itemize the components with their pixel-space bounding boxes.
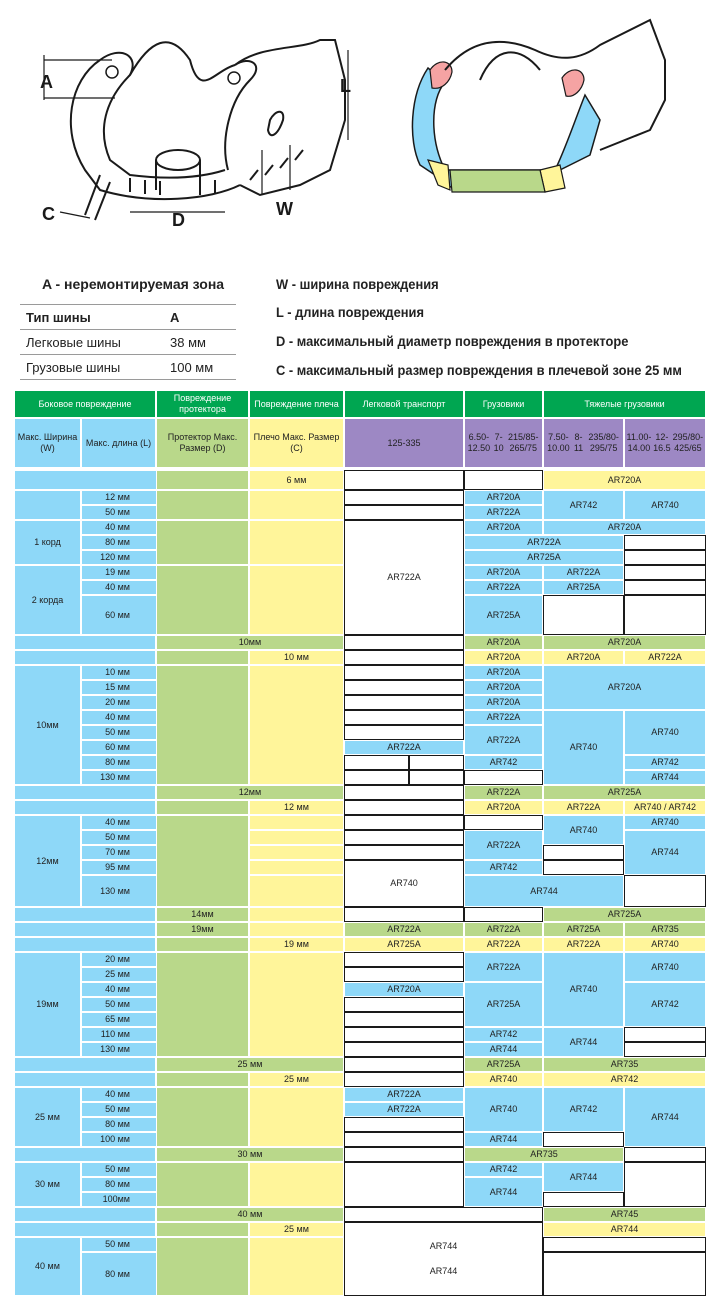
chart-cell: 25 мм [249, 1072, 344, 1087]
chart-cell-empty [344, 755, 409, 770]
chart-cell-empty [624, 1027, 706, 1042]
chart-cell: AR722A [464, 725, 543, 755]
chart-cell: AR722A [344, 520, 464, 635]
chart-cell: AR744 [624, 1087, 706, 1147]
chart-cell-empty [543, 1237, 706, 1252]
chart-cell: 50 мм [81, 1162, 157, 1177]
table-row [20, 355, 236, 380]
chart-cell: AR742 [464, 1162, 543, 1177]
bead-left-icon [106, 66, 240, 84]
header-heavy2-size: 11.00-14.00 12-16.5 295/80-425/65 [624, 418, 706, 468]
chart-cell: AR740 [624, 952, 706, 982]
chart-cell-empty [249, 1162, 344, 1207]
chart-cell-empty [344, 725, 464, 740]
chart-cell: AR740 [464, 1087, 543, 1132]
chart-cell: AR720A [464, 490, 543, 505]
chart-cell: AR725A [464, 982, 543, 1027]
chart-cell: AR744 [624, 770, 706, 785]
chart-cell: 19 мм [249, 937, 344, 952]
chart-cell: AR722A [464, 505, 543, 520]
header-shoulder-max: Плечо Макс. Размер (С) [249, 418, 344, 468]
chart-cell-empty [156, 665, 249, 785]
chart-cell: AR740 [624, 710, 706, 755]
chart-cell-empty [156, 1222, 249, 1237]
chart-cell-empty [14, 922, 156, 937]
chart-cell: 80 мм [81, 1252, 157, 1296]
chart-cell: AR740 [543, 710, 624, 785]
chart-cell-empty [543, 1192, 624, 1207]
chart-cell: AR744 [464, 1177, 543, 1207]
header-tire-type: Тип шины [20, 305, 164, 330]
chart-cell-empty [14, 1222, 156, 1237]
chart-cell: AR722A [464, 785, 543, 800]
chart-cell-empty [14, 1147, 156, 1162]
chart-cell-empty [344, 680, 464, 695]
chart-cell-empty [344, 1057, 464, 1072]
chart-cell: 40 мм [81, 710, 157, 725]
chart-cell-empty [464, 815, 543, 830]
header-heavy-trucks: Тяжелые грузовики [543, 390, 706, 418]
chart-cell-empty [543, 1252, 706, 1296]
chart-cell: AR735 [464, 1147, 624, 1162]
chart-cell: 50 мм [81, 505, 157, 520]
chart-cell: 12мм [14, 815, 81, 907]
chart-cell: 10мм [156, 635, 344, 650]
chart-cell-empty [156, 470, 249, 490]
chart-cell: 80 мм [81, 1177, 157, 1192]
chart-cell: 60 мм [81, 595, 157, 635]
chart-cell-empty [344, 1207, 543, 1222]
chart-cell: 50 мм [81, 830, 157, 845]
chart-cell-empty [14, 470, 158, 490]
chart-cell-empty [344, 830, 464, 845]
chart-cell: 50 мм [81, 1102, 157, 1117]
colored-tire-zones [412, 20, 665, 192]
header-shoulder-damage: Повреждение плеча [249, 390, 344, 418]
chart-cell-empty [156, 815, 249, 907]
chart-cell-empty [624, 535, 706, 550]
chart-cell: AR720A [543, 470, 706, 490]
chart-cell: AR720A [464, 665, 543, 680]
chart-cell-empty [249, 830, 344, 845]
chart-cell-empty [543, 595, 624, 635]
chart-cell-empty [344, 710, 464, 725]
chart-cell-empty [344, 785, 464, 800]
chart-cell-empty [14, 490, 81, 520]
tire-type-passenger: Легковые шины [20, 330, 164, 355]
chart-cell-empty [249, 520, 344, 565]
chart-cell: 50 мм [81, 997, 157, 1012]
chart-cell-empty [156, 937, 249, 952]
chart-cell: AR742 [464, 860, 543, 875]
chart-cell-empty [249, 845, 344, 860]
chart-cell: AR740 [464, 1072, 543, 1087]
chart-cell: AR744 [543, 1027, 624, 1057]
table-row [20, 330, 236, 355]
chart-cell: 15 мм [81, 680, 157, 695]
chart-cell: 19мм [14, 952, 81, 1057]
label-c: C [42, 204, 55, 224]
chart-cell: 40 мм [81, 580, 157, 595]
chart-cell-empty [249, 1087, 344, 1147]
chart-cell-empty [14, 1207, 156, 1222]
chart-cell: AR720A [464, 635, 543, 650]
legend-a: A - неремонтируемая зона [42, 276, 225, 292]
chart-cell-empty [344, 505, 464, 520]
legend-w: W - ширина повреждения [276, 276, 439, 292]
chart-cell-empty [543, 845, 624, 860]
chart-cell: 25 мм [249, 1222, 344, 1237]
chart-cell: AR725A [464, 1057, 543, 1072]
header-tread-max: Протектор Макс. Размер (D) [156, 418, 249, 468]
chart-cell: 40 мм [81, 982, 157, 997]
chart-cell-empty [156, 520, 249, 565]
chart-cell: AR744 [464, 875, 624, 907]
chart-cell: 30 мм [156, 1147, 344, 1162]
chart-cell-empty [344, 650, 464, 665]
chart-cell-empty [344, 490, 464, 505]
chart-cell: 50 мм [81, 725, 157, 740]
chart-cell-empty [344, 1147, 464, 1162]
chart-cell: AR742 [624, 982, 706, 1027]
chart-cell: AR722A [464, 710, 543, 725]
chart-cell-empty [464, 770, 543, 785]
chart-cell: AR725A [543, 580, 624, 595]
chart-cell-empty [249, 952, 344, 1057]
chart-cell-empty [14, 907, 156, 922]
chart-cell: AR720A [464, 695, 543, 710]
chart-cell: AR745 [543, 1207, 706, 1222]
chart-cell-empty [156, 1072, 249, 1087]
chart-cell: AR740 [543, 815, 624, 845]
chart-cell: AR722A [464, 830, 543, 860]
chart-cell: AR742 [624, 755, 706, 770]
chart-cell: 2 корда [14, 565, 81, 635]
chart-cell-empty [344, 800, 464, 815]
label-l: L [340, 76, 351, 96]
chart-cell: AR722A [344, 1087, 464, 1102]
chart-cell: 19мм [156, 922, 249, 937]
chart-cell: 100 мм [81, 1132, 157, 1147]
chart-cell: 100мм [81, 1192, 157, 1207]
tire-value: 100 мм [164, 355, 236, 380]
chart-cell-empty [156, 490, 249, 520]
header-trucks: Грузовики [464, 390, 543, 418]
chart-cell: AR725A [344, 937, 464, 952]
chart-cell: AR744 [624, 830, 706, 875]
chart-cell: AR744 [543, 1162, 624, 1192]
chart-cell: 12 мм [249, 800, 344, 815]
chart-cell: 25 мм [14, 1087, 81, 1147]
chart-cell-empty [344, 1117, 464, 1132]
header-side-damage: Боковое повреждение [14, 390, 156, 418]
chart-cell: AR725A [464, 595, 543, 635]
chart-cell-empty [464, 470, 543, 490]
chart-cell-empty [409, 755, 464, 770]
chart-cell-empty [249, 1237, 344, 1296]
header-heavy1-size: 7.50-10.00 8-11 235/80-295/75 [543, 418, 624, 468]
legend-c: C - максимальный размер повреждения в плечевой зоне 25 мм [276, 362, 682, 378]
header-passenger: Легковой транспорт [344, 390, 464, 418]
chart-cell-empty [156, 952, 249, 1057]
chart-cell-empty [14, 650, 156, 665]
chart-cell: 80 мм [81, 1117, 157, 1132]
chart-cell: 80 мм [81, 755, 157, 770]
chart-cell: AR744 [464, 1042, 543, 1057]
tire-damage-diagram [0, 0, 722, 250]
chart-cell: 12 мм [81, 490, 157, 505]
chart-cell-empty [249, 875, 344, 907]
chart-cell-empty [156, 1237, 249, 1296]
chart-cell-empty [14, 635, 156, 650]
chart-cell-empty [249, 907, 344, 922]
chart-cell-empty [344, 1027, 464, 1042]
chart-cell: AR722A [543, 800, 624, 815]
chart-cell: AR722A [464, 922, 543, 937]
chart-cell: 130 мм [81, 875, 157, 907]
chart-cell: 25 мм [156, 1057, 344, 1072]
chart-cell-empty [344, 1012, 464, 1027]
chart-cell: AR720A [543, 665, 706, 710]
header-trucks-size: 6.50-12.50 7-10 215/85-265/75 [464, 418, 543, 468]
chart-cell: AR742 [543, 1087, 624, 1132]
chart-cell: AR742 [464, 1027, 543, 1042]
chart-cell: AR720A [464, 680, 543, 695]
chart-cell-empty [543, 860, 624, 875]
chart-cell: AR725A [543, 922, 624, 937]
chart-cell: AR722A [624, 650, 706, 665]
chart-cell: AR722A [543, 937, 624, 952]
chart-cell-empty [624, 550, 706, 565]
chart-cell: 10 мм [249, 650, 344, 665]
chart-cell-empty [624, 1147, 706, 1162]
chart-cell-empty [624, 1042, 706, 1057]
chart-cell-empty [344, 967, 464, 982]
chart-cell-empty [344, 665, 464, 680]
chart-cell: 40 мм [81, 815, 157, 830]
chart-cell-empty [344, 470, 464, 490]
chart-cell: 50 мм [81, 1237, 157, 1252]
chart-cell: 130 мм [81, 1042, 157, 1057]
chart-cell: AR720A [464, 565, 543, 580]
chart-cell: AR740 / AR742 [624, 800, 706, 815]
chart-cell: 130 мм [81, 770, 157, 785]
chart-cell-empty [543, 1132, 624, 1147]
chart-cell: 65 мм [81, 1012, 157, 1027]
chart-cell-empty [14, 800, 156, 815]
chart-cell-empty [249, 815, 344, 830]
chart-cell: AR722A [464, 937, 543, 952]
chart-cell: 80 мм [81, 535, 157, 550]
table-row [20, 305, 236, 330]
chart-cell-empty [249, 565, 344, 635]
chart-cell-empty [409, 770, 464, 785]
chart-cell: AR744 [543, 1222, 706, 1237]
chart-cell: 40 мм [81, 520, 157, 535]
chart-cell-empty [624, 565, 706, 580]
chart-cell: AR725A [464, 550, 624, 565]
chart-cell: 95 мм [81, 860, 157, 875]
chart-cell: AR735 [624, 922, 706, 937]
chart-cell: 40 мм [81, 1087, 157, 1102]
chart-cell-empty [156, 565, 249, 635]
chart-cell: 10мм [14, 665, 81, 785]
chart-cell: AR725A [543, 785, 706, 800]
header-a: A [164, 305, 236, 330]
chart-cell: AR722A [464, 580, 543, 595]
chart-cell: AR720A [464, 520, 543, 535]
chart-cell-empty [14, 937, 156, 952]
chart-cell: AR740 [624, 490, 706, 520]
chart-cell-empty [249, 490, 344, 520]
chart-cell: AR722A [464, 535, 624, 550]
tire-value: 38 мм [164, 330, 236, 355]
chart-cell: AR720A [464, 650, 543, 665]
chart-cell: 1 корд [14, 520, 81, 565]
chart-cell: 20 мм [81, 952, 157, 967]
tire-type-truck: Грузовые шины [20, 355, 164, 380]
chart-cell: AR720A [344, 982, 464, 997]
chart-cell-empty [156, 1162, 249, 1207]
header-max-length: Макс. длина (L) [81, 418, 156, 468]
label-a: A [40, 72, 53, 92]
chart-cell: 40 мм [156, 1207, 344, 1222]
chart-cell: AR720A [543, 650, 624, 665]
chart-cell-empty [14, 1057, 156, 1072]
chart-cell: 120 мм [81, 550, 157, 565]
chart-cell-empty [249, 860, 344, 875]
chart-cell-empty [249, 922, 344, 937]
chart-cell: AR722A [464, 952, 543, 982]
chart-cell: AR720A [464, 800, 543, 815]
chart-cell: AR740 [543, 952, 624, 1027]
chart-cell: AR742 [543, 1072, 706, 1087]
label-d: D [172, 210, 185, 230]
chart-cell-empty [344, 1042, 464, 1057]
chart-cell: AR735 [543, 1057, 706, 1072]
chart-cell: AR740 [344, 860, 464, 907]
chart-cell-empty [14, 1072, 156, 1087]
chart-cell-empty [344, 845, 464, 860]
chart-cell: AR744 AR744 [344, 1222, 543, 1296]
legend-l: L - длина повреждения [276, 304, 424, 320]
chart-cell: AR722A [543, 565, 624, 580]
chart-cell: 60 мм [81, 740, 157, 755]
chart-cell-empty [249, 665, 344, 785]
header-passenger-size: 125-335 [344, 418, 464, 468]
chart-cell-empty [344, 815, 464, 830]
chart-cell: 14мм [156, 907, 249, 922]
chart-cell: 6 мм [249, 470, 344, 490]
chart-cell-empty [624, 595, 706, 635]
chart-cell-empty [624, 580, 706, 595]
chart-cell-empty [624, 1162, 706, 1207]
label-w: W [276, 199, 293, 219]
chart-cell: AR720A [543, 520, 706, 535]
chart-cell: AR722A [344, 1102, 464, 1117]
chart-cell: 25 мм [81, 967, 157, 982]
chart-cell: 70 мм [81, 845, 157, 860]
header-tread-damage: Повреждение протектора [156, 390, 249, 418]
chart-cell-empty [156, 650, 249, 665]
chart-cell: 40 мм [14, 1237, 81, 1296]
chart-cell-empty [156, 1087, 249, 1147]
chart-cell: 30 мм [14, 1162, 81, 1207]
chart-cell-empty [344, 907, 464, 922]
chart-cell: 12мм [156, 785, 344, 800]
chart-cell-empty [344, 1162, 464, 1207]
chart-cell: AR725A [543, 907, 706, 922]
chart-cell: AR722A [344, 740, 464, 755]
chart-cell: AR740 [624, 937, 706, 952]
chart-cell: AR720A [543, 635, 706, 650]
chart-cell-empty [344, 952, 464, 967]
chart-cell-empty [624, 875, 706, 907]
header-max-width: Макс. Ширина (W) [14, 418, 81, 468]
chart-cell: AR744 [464, 1132, 543, 1147]
chart-cell: AR740 [624, 815, 706, 830]
chart-cell-empty [344, 695, 464, 710]
tire-type-table [20, 304, 236, 380]
chart-cell-empty [464, 907, 543, 922]
chart-cell-empty [344, 1132, 464, 1147]
chart-cell: 110 мм [81, 1027, 157, 1042]
chart-cell: AR742 [543, 490, 624, 520]
chart-cell-empty [344, 770, 409, 785]
chart-cell: 20 мм [81, 695, 157, 710]
chart-cell-empty [344, 997, 464, 1012]
chart-cell: AR722A [344, 922, 464, 937]
chart-cell: AR742 [464, 755, 543, 770]
legend-d: D - максимальный диаметр повреждения в протекторе [276, 333, 629, 349]
chart-cell-empty [14, 785, 156, 800]
chart-cell: 10 мм [81, 665, 157, 680]
chart-cell-empty [156, 800, 249, 815]
chart-cell-empty [344, 635, 464, 650]
chart-cell-empty [344, 1072, 464, 1087]
dimension-labels [40, 72, 351, 230]
chart-cell: 19 мм [81, 565, 157, 580]
